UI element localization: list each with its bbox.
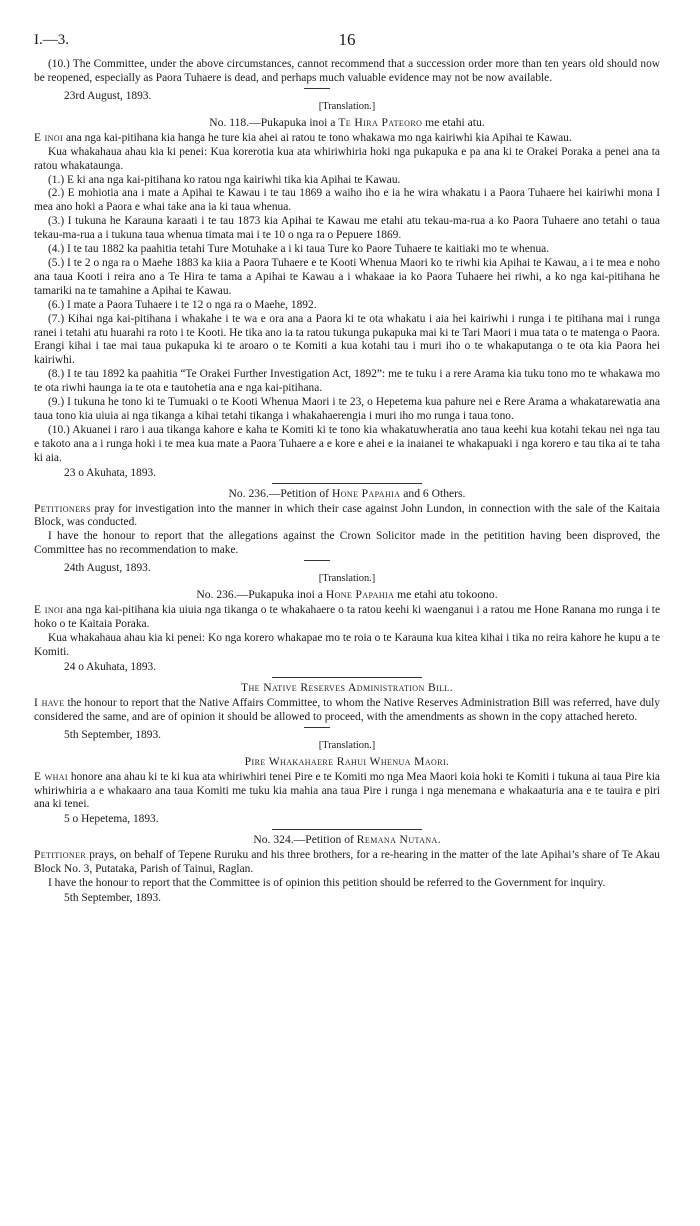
petition-118-para-2: (2.) E mohiotia ana i mate a Apihai te Kawau i te tau 1869 a waiho iho e ia he wira whakatu i a Paora Tuhaere hei kairiwhi mona I mea ano hoki a Paora e whai take ana ia ki taua whenua. <box>34 187 660 214</box>
lead-word: E whai <box>34 770 68 783</box>
bill-report <box>34 697 660 725</box>
pire-heading: Pire Whakahaere Rahui Whenua Maori. <box>244 754 450 768</box>
date-5-september: 5th September, 1893. <box>64 728 161 741</box>
date-5-september: 5th September, 1893. <box>64 892 161 905</box>
dateline <box>34 558 660 575</box>
paragraph-text: honore ana ahau ki te ki kua ata whiriwhiri tenei Pire e te Komiti mo nga Mea Maori koia hoki te Komiti i tukuna ai taua Pire kia whiriwhiria a e whakaaro ana taua Komiti me tuku kia mahia ana taua Pire i runga i nga menemana e whakaaturia ana e te tauira e piri ana ki tenei. <box>34 770 660 811</box>
petition-236-prayer <box>34 503 660 531</box>
petition-324-heading <box>34 833 660 847</box>
translation-label: [Translation.] <box>318 573 376 585</box>
heading-text: me etahi atu. <box>422 115 485 129</box>
heading-text: No. 324.—Petition of <box>253 833 357 847</box>
short-divider <box>304 88 330 89</box>
dateline <box>34 725 660 739</box>
petition-118-para-7: (7.) Kihai nga kai-pitihana i whakahe i te wa e ora ana a Paora ki te ota whakatu i aia hei kairiwhi i runga i te pitihana mai i runga ranei i tetahi atu huarahi ra roto i te Kooti. He tika ano ia ta ratou tukunga pukapuka mai ki te Tari Maori i mua tata o te matenga o Paora. Erangi kihai i tae mai taua pukapuka ki te aroaro o te Komiti a kua kotahi tau i muri iho o te whakaputanga o te ota kia Paora hei kairiwhi. <box>34 312 660 367</box>
petition-118-heading <box>34 116 660 130</box>
petition-118-para-6: (6.) I mate a Paora Tuhaere i te 12 o nga ra o Maehe, 1892. <box>48 298 317 311</box>
date-24-akuhata: 24 o Akuhata, 1893. <box>64 660 157 673</box>
section-divider <box>272 483 422 484</box>
short-divider <box>304 727 330 728</box>
short-divider <box>304 560 330 561</box>
petition-118-para-1: (1.) E ki ana nga kai-pitihana ko ratou nga kairiwhi tika kia Apihai te Kawau. <box>48 173 401 186</box>
petition-118-para-9: (9.) I tukuna he tono ki te Tumuaki o te Kooti Whenua Maori i te 23, o Hepetema kua pahure nei e Rere Arama a whakatarewatia ana taua tono kia uiuia ai nga tikanga a kihai tetahi tikanga i whakahaerengia i muri iho mo runga i taua tono. <box>34 396 660 422</box>
paragraph-10-english: (10.) The Committee, under the above circumstances, cannot recommend that a succession order more than ten years old should now be reopened, especially as Paora Tuhaere is dead, and perhaps much valuable evidence may not be now available. <box>34 58 660 84</box>
translation-label: [Translation.] <box>318 100 376 112</box>
section-divider <box>272 829 422 830</box>
paragraph-text: ana nga kai-pitihana kia hanga he ture kia ahei ai ratou te tono whakawa mo nga kairiwhi kia Apihai te Kawau. <box>63 131 572 144</box>
pire-report <box>34 771 660 813</box>
heading-text: . <box>437 833 441 847</box>
paragraph-text: pray for investigation into the manner in which their case against John Lundon, in connection with the sale of the Kaitaia Block, was conducted. <box>34 502 660 529</box>
petition-236-heading <box>34 487 660 501</box>
bill-heading: The Native Reserves Administration Bill. <box>240 680 454 694</box>
heading-text: me etahi atu tokoono. <box>394 588 498 602</box>
heading-text: and 6 Others. <box>400 486 466 500</box>
petition-118-para-5: (5.) I te 2 o nga ra o Maehe 1883 ka kiia a Paora Tuhaere e te Kooti Whenua Maori ko te riwhi kia Apihai te Kawau, a i te mea e noho ana taua Kooti i reira ano a Te Hira te tama a Apihai te Kawau a i whakaae ia ko Paora Tuhaere hei riwhi, a ko nga kai-pitihana he tamariki na te tamahine a Apihai te Kawau. <box>34 256 660 297</box>
report-reference: I.—3. <box>34 32 69 48</box>
lead-word: E inoi <box>34 604 64 617</box>
date-23-august: 23rd August, 1893. <box>64 89 152 102</box>
petition-236-maori-prayer <box>34 604 660 632</box>
heading-text: No. 118.—Pukapuka inoi a <box>209 115 339 129</box>
petitioner-name: Hone Papahia <box>331 486 401 500</box>
petition-236-report: I have the honour to report that the allegations against the Crown Solicitor made in the petitition having been disproved, the Committee has no recommendation to make. <box>34 530 660 557</box>
page-header <box>34 28 660 58</box>
petitioner-name: Hone Papahia <box>325 588 395 602</box>
date-5-hepetema: 5 o Hepetema, 1893. <box>64 813 159 826</box>
dateline <box>34 86 660 100</box>
lead-word: Petitioner <box>34 849 87 862</box>
paragraph-text: the honour to report that the Native Affairs Committee, to whom the Native Reserves Administration Bill was referred, have duly considered the same, and are of opinion it should be allowed to proceed, with the amendments as shown in the copy attached hereto. <box>34 696 660 723</box>
section-divider <box>272 677 422 678</box>
page-number: 16 <box>338 30 356 49</box>
petition-118-para-10: (10.) Akuanei i raro i aua tikanga kahore e kaha te Komiti ki te tono kia whakatuwheratia ano taua keehi kua kotahi tekau nei nga tau e takoto ana a i runga hoki i te mea kua mate a Paora Tuhaere a e kore e ahei e ia inaianei te whakapuaki i nga korero e tau tika ai te taha ki aia. <box>34 423 660 464</box>
lead-word: E inoi <box>34 131 64 144</box>
paragraph-text: ana nga kai-pitihana kia uiuia nga tikanga o te whakahaere o ta ratou keehi ki waenganui i a ratou me Hone Ranana mo runga i te hoko o te Kaitaia Poraka. <box>34 604 661 631</box>
petition-118-para-3: (3.) I tukuna he Karauna karaati i te tau 1873 kia Apihai te Kawau me etahi atu tekau-ma-rua a ko Paora Tuhaere ano tetahi o taua tekau-ma-rua a i tukuna taua whenua timata mai i te 10 o nga ra o Pepuere 1869. <box>34 215 660 242</box>
petition-324-prayer <box>34 849 660 877</box>
petitioner-name: Remana Nutana <box>356 833 438 847</box>
date-23-akuhata: 23 o Akuhata, 1893. <box>64 466 157 479</box>
lead-word: I have <box>34 696 65 709</box>
petition-118-para-4: (4.) I te tau 1882 ka paahitia tetahi Ture Motuhake a i ki taua Ture ko Paore Tuhaere te kaitiaki mo te whenua. <box>48 243 550 256</box>
petition-118-para-0: Kua whakahaua ahau kia ki penei: Kua korerotia kua ata whiriwhiria hoki nga pukapuka e pa ana ki te Orakei Poraka a penei ana ta ratou whakataunga. <box>34 145 660 172</box>
petition-118-para-8: (8.) I te tau 1892 ka paahitia “Te Orakei Further Investigation Act, 1892”: me te tuku i a rere Arama kia tuku tono mo te whakawa mo te ota riwhi haunga ia te ota e tautohetia ana e nga kai-pitihana. <box>34 368 660 395</box>
petitioner-name: Te Hira Pateoro <box>338 115 423 129</box>
heading-text: No. 236.—Petition of <box>228 486 332 500</box>
heading-text: No. 236.—Pukapuka inoi a <box>196 588 326 602</box>
petition-324-report: I have the honour to report that the Committee is of opinion this petition should be referred to the Government for inquiry. <box>48 877 606 890</box>
petition-118-intro <box>34 132 660 146</box>
translation-label: [Translation.] <box>318 739 376 751</box>
petition-236-maori-heading <box>34 588 660 602</box>
lead-word: Petitioners <box>34 502 91 515</box>
petition-236-maori-report: Kua whakahaua ahau kia ki penei: Ko nga korero whakapae mo te roia o te Karauna kua kitea kihai i tika no reira kahore he kupu a te Komiti. <box>34 632 660 658</box>
paragraph-text: prays, on behalf of Tepene Ruruku and his three brothers, for a re-hearing in the matter of the late Apihai’s share of Te Akau Block No. 3, Putataka, Parish of Tainui, Raglan. <box>34 849 660 876</box>
date-24-august: 24th August, 1893. <box>64 562 151 575</box>
document-page <box>34 28 660 905</box>
